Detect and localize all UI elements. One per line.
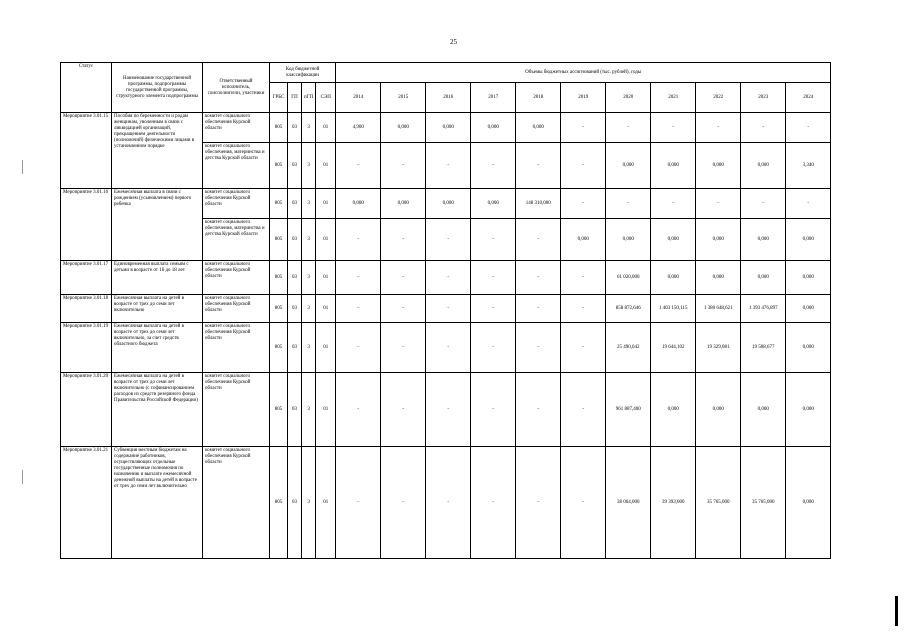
cell-value-2020: - (606, 189, 651, 219)
cell-value-2020: - (606, 113, 651, 143)
cell-value-2023: 19 508,677 (741, 323, 786, 373)
cell-value-2021: 39 393,000 (651, 447, 696, 559)
cell-value-2018: 0,000 (516, 113, 561, 143)
cell-value-2016: - (426, 261, 471, 295)
header-year-2016: 2016 (426, 83, 471, 113)
cell-name: Субвенция местным бюджетам на содержание работников, осуществляющих отдельные государственные полномочия по назначению и выплате ежемесячной денежной выплаты на детей в возрасте от трех до семи лет включительно (112, 447, 203, 559)
cell-value-2021: 0,000 (651, 143, 696, 189)
cell-value-2014: - (336, 143, 381, 189)
cell-responsible: комитет социального обеспечения Курской области (203, 447, 270, 559)
page-number: 25 (450, 38, 457, 46)
cell-value-2014: - (336, 261, 381, 295)
header-name: Наименование государственной программы, подпрограммы государственной программы, структурного элемента подпрограммы (112, 63, 203, 113)
cell-value-2020: 25 490,642 (606, 323, 651, 373)
cell-status: Мероприятие 3.01.16 (61, 189, 112, 261)
cell-value-2022: 0,000 (696, 373, 741, 447)
cell-value-2023: 0,000 (741, 219, 786, 261)
header-code-грбс: ГРБС (270, 83, 288, 113)
cell-value-2017: - (471, 143, 516, 189)
cell-responsible: комитет социального обеспечения, материнства и детства Курской области (203, 219, 270, 261)
header-responsible: Ответственный исполнитель, соисполнители, участники (203, 63, 270, 113)
table-row (61, 373, 831, 447)
cell-code: 03 (288, 261, 302, 295)
cell-code: 3 (302, 189, 316, 219)
cell-responsible: комитет социального обеспечения Курской области (203, 261, 270, 295)
header-year-2019: 2019 (561, 83, 606, 113)
scan-margin-mark (22, 470, 23, 484)
cell-responsible: комитет социального обеспечения, материнства и детства Курской области (203, 143, 270, 189)
cell-code: 805 (270, 323, 288, 373)
cell-value-2018: - (516, 447, 561, 559)
cell-value-2016: 0,000 (426, 189, 471, 219)
cell-value-2018: 148 310,000 (516, 189, 561, 219)
cell-status: Мероприятие 3.01.20 (61, 373, 112, 447)
header-volume-group: Объемы бюджетных ассигнований (тыс. рублей), годы (336, 63, 831, 83)
cell-value-2014: - (336, 447, 381, 559)
cell-value-2015: - (381, 295, 426, 323)
cell-code: 805 (270, 447, 288, 559)
cell-code: 01 (316, 261, 336, 295)
cell-code: 03 (288, 373, 302, 447)
cell-value-2019: - (561, 447, 606, 559)
cell-value-2021: 0,000 (651, 219, 696, 261)
cell-value-2016: - (426, 295, 471, 323)
cell-value-2014: - (336, 373, 381, 447)
cell-status: Мероприятие 3.01.21 (61, 447, 112, 559)
cell-code: 03 (288, 143, 302, 189)
cell-value-2024: 0,000 (786, 323, 831, 373)
cell-value-2020: 858 872,646 (606, 295, 651, 323)
cell-code: 01 (316, 295, 336, 323)
cell-code: 805 (270, 295, 288, 323)
cell-value-2016: - (426, 219, 471, 261)
cell-value-2024: 0,000 (786, 295, 831, 323)
cell-name: Ежемесячная выплата на детей в возрасте от трех до семи лет включительно (112, 295, 203, 323)
cell-value-2015: 0,000 (381, 113, 426, 143)
cell-value-2021: - (651, 113, 696, 143)
header-year-2021: 2021 (651, 83, 696, 113)
cell-value-2017: - (471, 295, 516, 323)
cell-value-2014: - (336, 219, 381, 261)
header-status: Статус (61, 63, 112, 113)
cell-value-2024: 0,000 (786, 447, 831, 559)
cell-value-2019: - (561, 143, 606, 189)
cell-code: 01 (316, 113, 336, 143)
header-code-сэп: СЭП (316, 83, 336, 113)
cell-value-2014: - (336, 323, 381, 373)
cell-responsible: комитет социального обеспечения Курской области (203, 189, 270, 219)
cell-value-2016: - (426, 373, 471, 447)
cell-value-2019: - (561, 113, 606, 143)
cell-value-2018: - (516, 373, 561, 447)
cell-value-2022: 0,000 (696, 219, 741, 261)
cell-value-2015: 0,000 (381, 189, 426, 219)
cell-code: 805 (270, 189, 288, 219)
cell-value-2023: 0,000 (741, 373, 786, 447)
cell-code: 805 (270, 373, 288, 447)
cell-value-2022: 1 380 648,621 (696, 295, 741, 323)
cell-value-2023: 0,000 (741, 261, 786, 295)
cell-value-2020: 38 064,000 (606, 447, 651, 559)
cell-value-2024: 3,340 (786, 143, 831, 189)
cell-code: 03 (288, 219, 302, 261)
cell-value-2022: 35 765,000 (696, 447, 741, 559)
cell-value-2020: 61 020,000 (606, 261, 651, 295)
cell-code: 01 (316, 323, 336, 373)
cell-code: 805 (270, 113, 288, 143)
cell-value-2020: 0,000 (606, 219, 651, 261)
cell-value-2017: - (471, 447, 516, 559)
cell-value-2021: 19 644,102 (651, 323, 696, 373)
cell-value-2017: - (471, 261, 516, 295)
header-code-пгп: пГП (302, 83, 316, 113)
budget-table (60, 62, 831, 559)
cell-value-2023: - (741, 113, 786, 143)
table-row (61, 189, 831, 219)
cell-name: Единовременная выплата семьям с детьми в возрасте от 16 до 18 лет (112, 261, 203, 295)
table-row (61, 261, 831, 295)
header-year-2017: 2017 (471, 83, 516, 113)
cell-code: 805 (270, 143, 288, 189)
cell-value-2020: 0,000 (606, 143, 651, 189)
cell-value-2015: - (381, 323, 426, 373)
cell-value-2016: 0,000 (426, 113, 471, 143)
cell-value-2024: - (786, 113, 831, 143)
cell-value-2019: 0,000 (561, 219, 606, 261)
header-code-group: Код бюджетной классификации (270, 63, 336, 83)
cell-status: Мероприятие 3.01.17 (61, 261, 112, 295)
cell-value-2017: 0,000 (471, 189, 516, 219)
cell-status: Мероприятие 3.01.18 (61, 295, 112, 323)
cell-code: 3 (302, 143, 316, 189)
cell-name: Пособия по беременности и родам женщинам, уволенным в связи с ликвидацией организаций, прекращением деятельности (полномочий) физическими лицами в установленном порядке (112, 113, 203, 189)
cell-code: 01 (316, 143, 336, 189)
cell-value-2015: - (381, 143, 426, 189)
cell-responsible: комитет социального обеспечения Курской области (203, 295, 270, 323)
cell-value-2016: - (426, 323, 471, 373)
cell-responsible: комитет социального обеспечения Курской области (203, 373, 270, 447)
cell-value-2022: 19 329,081 (696, 323, 741, 373)
cell-value-2014: - (336, 295, 381, 323)
header-year-2023: 2023 (741, 83, 786, 113)
cell-code: 3 (302, 295, 316, 323)
cell-name: Ежемесячная выплата на детей в возрасте от трех до семи лет включительно (с софинансированием расходов из средств резервного фонда Правительства Российской Федерации) (112, 373, 203, 447)
cell-value-2019: - (561, 373, 606, 447)
header-year-2022: 2022 (696, 83, 741, 113)
cell-value-2016: - (426, 447, 471, 559)
cell-value-2017: - (471, 219, 516, 261)
table-row (61, 323, 831, 373)
header-year-2020: 2020 (606, 83, 651, 113)
cell-value-2023: 35 765,000 (741, 447, 786, 559)
cell-name: Ежемесячная выплата на детей в возрасте от трех до семи лет включительно, за счет средств областного бюджета (112, 323, 203, 373)
table-row (61, 295, 831, 323)
cell-value-2017: - (471, 323, 516, 373)
cell-code: 03 (288, 295, 302, 323)
cell-value-2024: 0,000 (786, 261, 831, 295)
cell-value-2017: - (471, 373, 516, 447)
cell-value-2015: - (381, 373, 426, 447)
cell-value-2023: 1 393 476,897 (741, 295, 786, 323)
cell-value-2019: - (561, 323, 606, 373)
cell-value-2014: 4,900 (336, 113, 381, 143)
cell-value-2023: - (741, 189, 786, 219)
cell-value-2022: 0,000 (696, 143, 741, 189)
table-row (61, 113, 831, 143)
cell-value-2019: - (561, 295, 606, 323)
cell-value-2024: 0,000 (786, 373, 831, 447)
cell-value-2021: 0,000 (651, 373, 696, 447)
cell-code: 01 (316, 189, 336, 219)
cell-value-2022: - (696, 189, 741, 219)
cell-code: 01 (316, 219, 336, 261)
header-year-2018: 2018 (516, 83, 561, 113)
cell-responsible: комитет социального обеспечения Курской области (203, 113, 270, 143)
cell-value-2018: - (516, 219, 561, 261)
cell-value-2024: - (786, 189, 831, 219)
cell-value-2015: - (381, 261, 426, 295)
cell-code: 01 (316, 447, 336, 559)
cell-value-2018: - (516, 143, 561, 189)
cell-responsible: комитет социального обеспечения Курской области (203, 323, 270, 373)
cell-value-2015: - (381, 447, 426, 559)
cell-value-2014: 0,000 (336, 189, 381, 219)
cell-value-2024: 0,000 (786, 219, 831, 261)
cell-value-2023: 0,000 (741, 143, 786, 189)
cell-code: 03 (288, 447, 302, 559)
cell-value-2018: - (516, 323, 561, 373)
cell-code: 3 (302, 373, 316, 447)
cell-code: 3 (302, 447, 316, 559)
cell-code: 03 (288, 189, 302, 219)
cell-value-2019: - (561, 189, 606, 219)
cell-value-2018: - (516, 295, 561, 323)
scan-margin-mark (22, 160, 23, 174)
cell-code: 3 (302, 219, 316, 261)
cell-value-2021: 1 403 150,115 (651, 295, 696, 323)
cell-name: Ежемесячная выплата в связи с рождением (усыновлением) первого ребенка (112, 189, 203, 261)
header-year-2024: 2024 (786, 83, 831, 113)
cell-value-2020: 961 887,400 (606, 373, 651, 447)
cell-status: Мероприятие 3.01.19 (61, 323, 112, 373)
cell-code: 805 (270, 261, 288, 295)
cell-value-2017: 0,000 (471, 113, 516, 143)
cell-status: Мероприятие 3.01.15 (61, 113, 112, 189)
cell-code: 3 (302, 113, 316, 143)
cell-value-2021: - (651, 189, 696, 219)
cell-code: 03 (288, 113, 302, 143)
cell-code: 3 (302, 323, 316, 373)
cell-code: 03 (288, 323, 302, 373)
cell-value-2015: - (381, 219, 426, 261)
cell-code: 3 (302, 261, 316, 295)
table-row (61, 447, 831, 559)
cell-code: 01 (316, 373, 336, 447)
cell-code: 805 (270, 219, 288, 261)
header-year-2015: 2015 (381, 83, 426, 113)
cell-value-2022: 0,000 (696, 261, 741, 295)
cell-value-2019: - (561, 261, 606, 295)
scan-edge-mark (895, 596, 898, 626)
cell-value-2016: - (426, 143, 471, 189)
header-code-гп: ГП (288, 83, 302, 113)
cell-value-2022: - (696, 113, 741, 143)
cell-value-2021: 0,000 (651, 261, 696, 295)
header-year-2014: 2014 (336, 83, 381, 113)
cell-value-2018: - (516, 261, 561, 295)
